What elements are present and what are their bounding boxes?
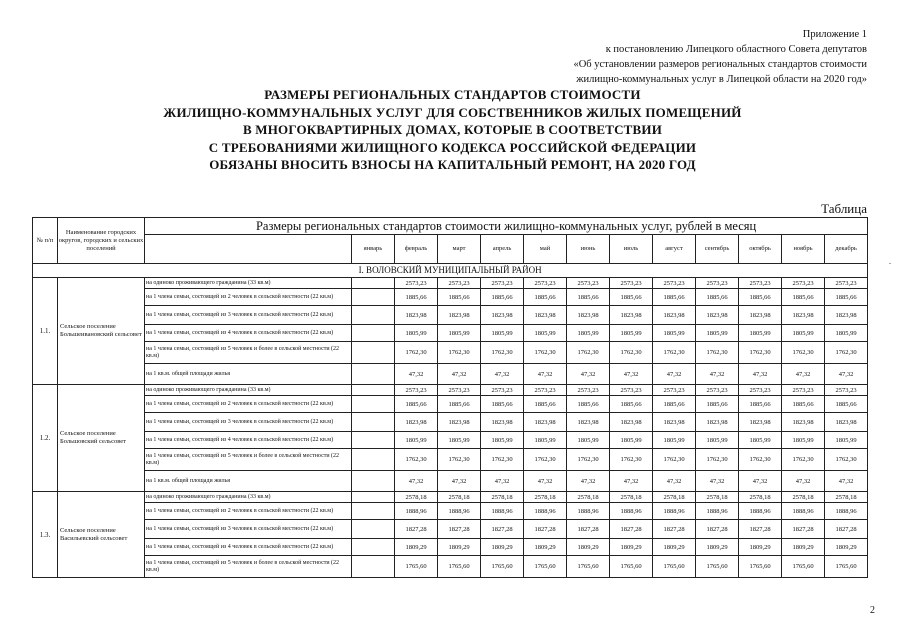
value-cell: 1762,30 (610, 449, 653, 471)
value-cell: 47,32 (653, 471, 696, 492)
value-cell: 1805,99 (395, 325, 438, 342)
value-cell: 2573,23 (610, 278, 653, 289)
value-cell (352, 520, 395, 539)
value-cell: 2573,23 (524, 278, 567, 289)
value-cell: 1805,99 (696, 432, 739, 449)
document-title (0, 86, 905, 174)
value-cell: 1809,29 (481, 539, 524, 556)
value-cell: 1827,28 (739, 520, 782, 539)
value-cell (352, 432, 395, 449)
value-cell: 1823,98 (825, 306, 868, 325)
table-body (33, 264, 868, 578)
value-cell: 2578,18 (567, 492, 610, 503)
category-label: на 1 члена семьи, состоящей из 5 человек и более в сельской местности (22 кв.м) (145, 556, 352, 578)
value-cell: 1809,29 (438, 539, 481, 556)
value-cell: 47,32 (395, 364, 438, 385)
value-cell: 1823,98 (782, 413, 825, 432)
value-cell: 1765,60 (567, 556, 610, 578)
appendix-line: жилищно-коммунальных услуг в Липецкой области на 2020 год» (576, 74, 867, 85)
value-cell: 1809,29 (825, 539, 868, 556)
value-cell: 1823,98 (438, 306, 481, 325)
value-cell: 1823,98 (395, 413, 438, 432)
value-cell: 1885,66 (825, 396, 868, 413)
value-cell: 1765,60 (653, 556, 696, 578)
value-cell: 1885,66 (395, 289, 438, 306)
value-cell: 1805,99 (739, 432, 782, 449)
category-label: на 1 члена семьи, состоящей из 5 человек и более в сельской местности (22 кв.м) (145, 449, 352, 471)
value-cell: 1885,66 (653, 289, 696, 306)
value-cell: 47,32 (524, 471, 567, 492)
value-cell: 1885,66 (610, 289, 653, 306)
value-cell: 1823,98 (825, 413, 868, 432)
value-cell: 47,32 (782, 364, 825, 385)
value-cell: 1885,66 (567, 396, 610, 413)
value-cell: 1885,66 (825, 289, 868, 306)
table-row (33, 342, 868, 364)
value-cell: 1823,98 (438, 413, 481, 432)
value-cell: 1827,28 (438, 520, 481, 539)
value-cell (352, 364, 395, 385)
value-cell: 1888,96 (825, 503, 868, 520)
value-cell: 1805,99 (782, 325, 825, 342)
value-cell: 1827,28 (825, 520, 868, 539)
value-cell: 1827,28 (524, 520, 567, 539)
value-cell: 1885,66 (567, 289, 610, 306)
value-cell: 1885,66 (395, 396, 438, 413)
category-label: на 1 члена семьи, состоящей из 2 человек в сельской местности (22 кв.м) (145, 396, 352, 413)
value-cell: 1823,98 (481, 306, 524, 325)
value-cell: 1823,98 (567, 306, 610, 325)
category-label: на одиноко проживающего гражданина (33 кв.м) (145, 385, 352, 396)
month-header: январь (352, 235, 395, 264)
settlement-index: 1.1. (33, 278, 58, 385)
month-header-row (33, 235, 868, 264)
settlement-index: 1.3. (33, 492, 58, 578)
category-label: на одиноко проживающего гражданина (33 кв.м) (145, 492, 352, 503)
value-cell: 1805,99 (481, 432, 524, 449)
value-cell: 1765,60 (610, 556, 653, 578)
value-cell: 1888,96 (739, 503, 782, 520)
value-cell: 1827,28 (481, 520, 524, 539)
table-row (33, 364, 868, 385)
value-cell: 1805,99 (825, 325, 868, 342)
value-cell: 1885,66 (524, 289, 567, 306)
value-cell (352, 306, 395, 325)
table-row (33, 278, 868, 289)
value-cell: 1885,66 (782, 289, 825, 306)
value-cell: 47,32 (481, 471, 524, 492)
value-cell: 1762,30 (438, 449, 481, 471)
value-cell: 2578,18 (739, 492, 782, 503)
value-cell: 1823,98 (653, 413, 696, 432)
value-cell: 1888,96 (610, 503, 653, 520)
value-cell: 1765,60 (739, 556, 782, 578)
value-cell (352, 492, 395, 503)
category-label: на 1 кв.м. общей площади жилья (145, 471, 352, 492)
value-cell: 1805,99 (438, 325, 481, 342)
value-cell: 47,32 (567, 364, 610, 385)
value-cell: 1765,60 (696, 556, 739, 578)
month-header: октябрь (739, 235, 782, 264)
month-header: ноябрь (782, 235, 825, 264)
value-cell (352, 289, 395, 306)
value-cell: 2578,18 (696, 492, 739, 503)
value-cell: 2573,23 (481, 385, 524, 396)
value-cell: 1809,29 (653, 539, 696, 556)
value-cell: 1762,30 (481, 342, 524, 364)
header-name: Наименование городских округов, городских и сельских поселений (58, 218, 145, 264)
value-cell: 1805,99 (696, 325, 739, 342)
value-cell: 1827,28 (567, 520, 610, 539)
value-cell: 1762,30 (481, 449, 524, 471)
value-cell: 1827,28 (395, 520, 438, 539)
table-row (33, 385, 868, 396)
value-cell: 47,32 (825, 471, 868, 492)
value-cell: 1823,98 (653, 306, 696, 325)
value-cell: 1885,66 (739, 396, 782, 413)
value-cell: 47,32 (825, 364, 868, 385)
month-header: февраль (395, 235, 438, 264)
table-row (33, 539, 868, 556)
value-cell: 1823,98 (610, 306, 653, 325)
category-label: на 1 члена семьи, состоящей из 3 человек в сельской местности (22 кв.м) (145, 413, 352, 432)
value-cell: 2573,23 (438, 278, 481, 289)
value-cell: 1823,98 (696, 306, 739, 325)
value-cell: 2573,23 (395, 278, 438, 289)
value-cell (352, 556, 395, 578)
value-cell: 1885,66 (782, 396, 825, 413)
value-cell: 1885,66 (481, 396, 524, 413)
month-header: июль (610, 235, 653, 264)
value-cell: 1765,60 (782, 556, 825, 578)
category-label: на 1 члена семьи, состоящей из 2 человек в сельской местности (22 кв.м) (145, 289, 352, 306)
value-cell: 1805,99 (524, 432, 567, 449)
category-label: на 1 кв.м. общей площади жилья (145, 364, 352, 385)
header-main: Размеры региональных стандартов стоимости жилищно-коммунальных услуг, рублей в месяц (145, 218, 868, 235)
value-cell: 2578,18 (395, 492, 438, 503)
table-row (33, 413, 868, 432)
value-cell: 1805,99 (395, 432, 438, 449)
value-cell: 2573,23 (739, 385, 782, 396)
value-cell: 2578,18 (653, 492, 696, 503)
header-number: № п/п (33, 218, 58, 264)
value-cell: 1885,66 (610, 396, 653, 413)
value-cell: 1809,29 (782, 539, 825, 556)
table-row (33, 289, 868, 306)
value-cell: 1762,30 (739, 342, 782, 364)
value-cell: 47,32 (438, 471, 481, 492)
value-cell: 2573,23 (524, 385, 567, 396)
title-line: В МНОГОКВАРТИРНЫХ ДОМАХ, КОТОРЫЕ В СООТВЕТСТВИИ (242, 122, 663, 137)
value-cell: 1805,99 (524, 325, 567, 342)
title-line: ЖИЛИЩНО-КОММУНАЛЬНЫХ УСЛУГ ДЛЯ СОБСТВЕННИКОВ ЖИЛЫХ ПОМЕЩЕНИЙ (163, 104, 742, 120)
value-cell: 1888,96 (438, 503, 481, 520)
value-cell: 1827,28 (610, 520, 653, 539)
appendix-line: «Об установлении размеров региональных стандартов стоимости (573, 59, 867, 70)
value-cell: 2573,23 (696, 278, 739, 289)
value-cell: 1888,96 (567, 503, 610, 520)
value-cell: 47,32 (696, 471, 739, 492)
value-cell: 47,32 (739, 471, 782, 492)
month-spacer (145, 235, 352, 264)
appendix-line: Приложение 1 (802, 29, 867, 40)
value-cell: 1765,60 (825, 556, 868, 578)
value-cell: 1762,30 (653, 342, 696, 364)
value-cell: 2573,23 (481, 278, 524, 289)
value-cell: 1827,28 (782, 520, 825, 539)
title-line: ОБЯЗАНЫ ВНОСИТЬ ВЗНОСЫ НА КАПИТАЛЬНЫЙ РЕМОНТ, НА 2020 ГОД (209, 157, 696, 172)
value-cell: 1805,99 (481, 325, 524, 342)
value-cell: 1805,99 (782, 432, 825, 449)
value-cell: 1765,60 (481, 556, 524, 578)
value-cell: 1762,30 (825, 342, 868, 364)
value-cell: 1885,66 (739, 289, 782, 306)
month-header: декабрь (825, 235, 868, 264)
value-cell: 1885,66 (481, 289, 524, 306)
region-heading: I. ВОЛОВСКИЙ МУНИЦИПАЛЬНЫЙ РАЙОН (33, 264, 868, 278)
value-cell: 1888,96 (481, 503, 524, 520)
value-cell: 1805,99 (438, 432, 481, 449)
value-cell: 47,32 (567, 471, 610, 492)
table-row (33, 471, 868, 492)
table-row (33, 396, 868, 413)
value-cell: 1823,98 (524, 413, 567, 432)
value-cell: 1809,29 (524, 539, 567, 556)
value-cell: 1765,60 (524, 556, 567, 578)
value-cell: 1805,99 (825, 432, 868, 449)
category-label: на 1 члена семьи, состоящей из 3 человек в сельской местности (22 кв.м) (145, 306, 352, 325)
table-row (33, 432, 868, 449)
title-line: РАЗМЕРЫ РЕГИОНАЛЬНЫХ СТАНДАРТОВ СТОИМОСТИ (264, 87, 641, 102)
page-number: 2 (870, 605, 875, 616)
value-cell: 2578,18 (825, 492, 868, 503)
settlement-name: Сельское поселение Большовский сельсовет (58, 385, 145, 492)
value-cell: 1888,96 (395, 503, 438, 520)
value-cell: 1762,30 (524, 342, 567, 364)
value-cell: 1885,66 (438, 289, 481, 306)
title-line: С ТРЕБОВАНИЯМИ ЖИЛИЩНОГО КОДЕКСА РОССИЙСКОЙ ФЕДЕРАЦИИ (208, 139, 697, 155)
value-cell: 1809,29 (610, 539, 653, 556)
value-cell: 2573,23 (782, 385, 825, 396)
value-cell: 1762,30 (567, 449, 610, 471)
value-cell: 1805,99 (610, 432, 653, 449)
value-cell: 47,32 (610, 471, 653, 492)
category-label: на одиноко проживающего гражданина (33 кв.м) (145, 278, 352, 289)
value-cell: 1823,98 (696, 413, 739, 432)
value-cell: 2578,18 (610, 492, 653, 503)
value-cell: 1809,29 (567, 539, 610, 556)
value-cell: 1823,98 (524, 306, 567, 325)
category-label: на 1 члена семьи, состоящей из 5 человек и более в сельской местности (22 кв.м) (145, 342, 352, 364)
value-cell (352, 413, 395, 432)
table-row (33, 492, 868, 503)
value-cell (352, 342, 395, 364)
value-cell: 2573,23 (567, 385, 610, 396)
month-header: июнь (567, 235, 610, 264)
value-cell: 1762,30 (610, 342, 653, 364)
category-label: на 1 члена семьи, состоящей из 4 человек в сельской местности (22 кв.м) (145, 539, 352, 556)
value-cell (352, 385, 395, 396)
value-cell: 47,32 (782, 471, 825, 492)
value-cell: 1762,30 (696, 449, 739, 471)
settlement-index: 1.2. (33, 385, 58, 492)
month-header: март (438, 235, 481, 264)
value-cell: 1762,30 (395, 449, 438, 471)
value-cell: 1885,66 (438, 396, 481, 413)
table-row (33, 556, 868, 578)
value-cell: 47,32 (696, 364, 739, 385)
value-cell: 47,32 (395, 471, 438, 492)
value-cell (352, 503, 395, 520)
table-row (33, 306, 868, 325)
category-label: на 1 члена семьи, состоящей из 4 человек в сельской местности (22 кв.м) (145, 432, 352, 449)
value-cell: 2573,23 (653, 278, 696, 289)
value-cell: 47,32 (739, 364, 782, 385)
value-cell: 1809,29 (395, 539, 438, 556)
value-cell: 1885,66 (524, 396, 567, 413)
value-cell: 2573,23 (825, 385, 868, 396)
settlement-name: Сельское поселение Васильевский сельсовет (58, 492, 145, 578)
value-cell: 2573,23 (567, 278, 610, 289)
value-cell: 1762,30 (524, 449, 567, 471)
value-cell: 1885,66 (653, 396, 696, 413)
value-cell: 1823,98 (567, 413, 610, 432)
value-cell: 1809,29 (739, 539, 782, 556)
value-cell: 1805,99 (610, 325, 653, 342)
value-cell: 1765,60 (395, 556, 438, 578)
value-cell (352, 449, 395, 471)
value-cell: 1762,30 (696, 342, 739, 364)
appendix-line: к постановлению Липецкого областного Совета депутатов (605, 44, 867, 55)
value-cell: 1765,60 (438, 556, 481, 578)
value-cell: 1805,99 (739, 325, 782, 342)
value-cell: 1823,98 (481, 413, 524, 432)
month-header: август (653, 235, 696, 264)
value-cell: 1823,98 (395, 306, 438, 325)
value-cell: 1823,98 (739, 413, 782, 432)
value-cell: 1823,98 (610, 413, 653, 432)
appendix-note (573, 27, 867, 87)
value-cell (352, 278, 395, 289)
value-cell: 2573,23 (782, 278, 825, 289)
value-cell: 47,32 (610, 364, 653, 385)
value-cell: 1885,66 (696, 396, 739, 413)
value-cell: 1762,30 (782, 449, 825, 471)
table-row (33, 503, 868, 520)
value-cell: 1805,99 (653, 325, 696, 342)
category-label: на 1 члена семьи, состоящей из 2 человек в сельской местности (22 кв.м) (145, 503, 352, 520)
table-row (33, 449, 868, 471)
value-cell: 1827,28 (696, 520, 739, 539)
value-cell: 1885,66 (696, 289, 739, 306)
value-cell: 1823,98 (739, 306, 782, 325)
settlement-name: Сельское поселение Большеивановский сельсовет (58, 278, 145, 385)
value-cell: 1805,99 (567, 325, 610, 342)
value-cell: 1888,96 (696, 503, 739, 520)
table-row (33, 520, 868, 539)
value-cell: 47,32 (481, 364, 524, 385)
month-header: сентябрь (696, 235, 739, 264)
value-cell: 2573,23 (610, 385, 653, 396)
value-cell: 1805,99 (653, 432, 696, 449)
month-header: май (524, 235, 567, 264)
category-label: на 1 члена семьи, состоящей из 3 человек в сельской местности (22 кв.м) (145, 520, 352, 539)
value-cell: 1827,28 (653, 520, 696, 539)
value-cell: 1805,99 (567, 432, 610, 449)
value-cell: 47,32 (524, 364, 567, 385)
value-cell: 2573,23 (395, 385, 438, 396)
value-cell: 1762,30 (782, 342, 825, 364)
value-cell: 2578,18 (481, 492, 524, 503)
value-cell (352, 539, 395, 556)
value-cell: 1762,30 (438, 342, 481, 364)
table-label: Таблица (821, 201, 867, 216)
value-cell: 1762,30 (739, 449, 782, 471)
margin-mark: . (889, 257, 891, 266)
value-cell: 2573,23 (438, 385, 481, 396)
value-cell: 47,32 (438, 364, 481, 385)
value-cell: 1823,98 (782, 306, 825, 325)
value-cell: 2573,23 (696, 385, 739, 396)
value-cell: 1762,30 (567, 342, 610, 364)
value-cell: 1888,96 (653, 503, 696, 520)
standards-table (32, 217, 868, 578)
value-cell: 2578,18 (524, 492, 567, 503)
value-cell: 2573,23 (825, 278, 868, 289)
value-cell: 1762,30 (653, 449, 696, 471)
table-row (33, 325, 868, 342)
value-cell: 1762,30 (395, 342, 438, 364)
value-cell: 1809,29 (696, 539, 739, 556)
value-cell: 1762,30 (825, 449, 868, 471)
value-cell: 2573,23 (739, 278, 782, 289)
value-cell: 47,32 (653, 364, 696, 385)
value-cell (352, 396, 395, 413)
value-cell: 2578,18 (438, 492, 481, 503)
value-cell: 1888,96 (524, 503, 567, 520)
value-cell (352, 325, 395, 342)
category-label: на 1 члена семьи, состоящей из 4 человек в сельской местности (22 кв.м) (145, 325, 352, 342)
month-header: апрель (481, 235, 524, 264)
value-cell: 1888,96 (782, 503, 825, 520)
value-cell: 2578,18 (782, 492, 825, 503)
value-cell (352, 471, 395, 492)
value-cell: 2573,23 (653, 385, 696, 396)
